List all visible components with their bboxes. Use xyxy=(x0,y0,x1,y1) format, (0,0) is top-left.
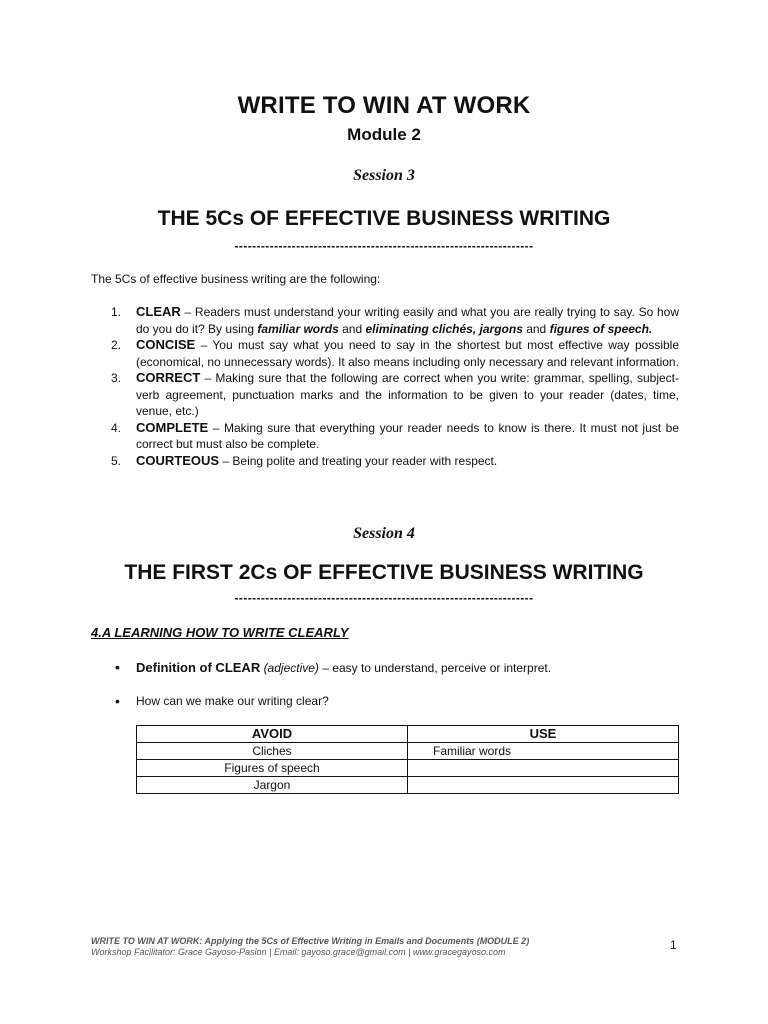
emphasis-text: figures of speech. xyxy=(549,321,653,336)
emphasis-text: eliminating clichés, jargons xyxy=(365,321,523,336)
avoid-use-table xyxy=(136,725,679,794)
dashed-divider-1: -------------------------------------------------------------------- xyxy=(234,239,534,253)
list-number: 2. xyxy=(111,338,122,352)
list-term: COMPLETE xyxy=(136,419,209,435)
session-4-label: Session 4 xyxy=(353,525,415,542)
table-header-row xyxy=(137,726,679,743)
page-footer xyxy=(91,936,529,958)
table-row xyxy=(137,743,679,760)
table-row xyxy=(137,760,679,777)
list-term: CLEAR xyxy=(136,304,181,319)
header-use: USE xyxy=(408,726,679,743)
list-text: – Readers must understand your writing easily and what you are really trying to say. So how do you do it? By using xyxy=(136,305,679,336)
emphasis-text: familiar words xyxy=(257,321,339,336)
list-item xyxy=(111,304,679,337)
definition-text: – easy to understand, perceive or interpret. xyxy=(318,661,552,675)
list-text: – Making sure that everything your reader needs to know is there. It must not just be correct but must also be complete. xyxy=(136,420,679,451)
page-number: 1 xyxy=(670,938,677,952)
bullet-text: How can we make our writing clear? xyxy=(136,694,329,708)
table-cell: Jargon xyxy=(137,777,408,794)
dashed-divider-2: -------------------------------------------------------------------- xyxy=(234,591,534,605)
list-number: 3. xyxy=(111,371,122,385)
list-text: and xyxy=(338,321,366,336)
list-number: 4. xyxy=(111,420,122,435)
document-title: WRITE TO WIN AT WORK xyxy=(237,92,531,119)
list-number: 1. xyxy=(111,305,122,319)
list-item xyxy=(111,370,679,420)
footer-line-1: WRITE TO WIN AT WORK: Applying the 5Cs of Effective Writing in Emails and Documents (MODULE 2) xyxy=(91,936,530,946)
list-item xyxy=(111,453,679,470)
part-of-speech: (adjective) xyxy=(263,661,319,675)
table-row xyxy=(137,777,679,794)
definition-term: Definition of CLEAR xyxy=(136,660,261,675)
heading-5cs: THE 5Cs OF EFFECTIVE BUSINESS WRITING xyxy=(157,207,611,230)
heading-first-2cs: THE FIRST 2Cs OF EFFECTIVE BUSINESS WRITING xyxy=(124,561,644,584)
list-text: – Being polite and treating your reader with respect. xyxy=(219,453,498,468)
intro-text: The 5Cs of effective business writing are the following: xyxy=(91,272,381,286)
footer-line-2: Workshop Facilitator: Grace Gayoso-Pasion | Email: gayoso.grace@gmail.com | www.gracegayoso.com xyxy=(91,947,506,957)
list-text: – Making sure that the following are correct when you write: grammar, spelling, subject-verb agreement, punctuation marks and the information to be given to your reader (dates, time, venue, etc.) xyxy=(136,371,679,418)
table-cell: Figures of speech xyxy=(137,760,408,777)
table-cell xyxy=(408,777,679,794)
section-heading-4a: 4.A LEARNING HOW TO WRITE CLEARLY xyxy=(91,625,349,640)
list-number: 5. xyxy=(111,453,122,468)
list-text: and xyxy=(522,321,550,336)
bullet-text xyxy=(136,660,551,675)
table-cell: Familiar words xyxy=(408,743,679,760)
list-term: COURTEOUS xyxy=(136,452,220,468)
module-label: Module 2 xyxy=(347,125,421,144)
bullet-dot-icon: • xyxy=(115,693,120,709)
list-term: CONCISE xyxy=(136,337,196,352)
list-item xyxy=(111,337,679,370)
list-term: CORRECT xyxy=(136,370,201,385)
header-avoid: AVOID xyxy=(137,726,408,743)
five-cs-list xyxy=(111,304,679,469)
table-cell xyxy=(408,760,679,777)
bullet-dot-icon: • xyxy=(115,659,120,675)
list-item xyxy=(111,420,679,453)
session-3-label: Session 3 xyxy=(353,167,415,184)
table-cell: Cliches xyxy=(137,743,408,760)
list-text: – You must say what you need to say in the shortest but most effective way possible (economical, no unnecessary words). It also means including only necessary and relevant information. xyxy=(136,338,679,369)
